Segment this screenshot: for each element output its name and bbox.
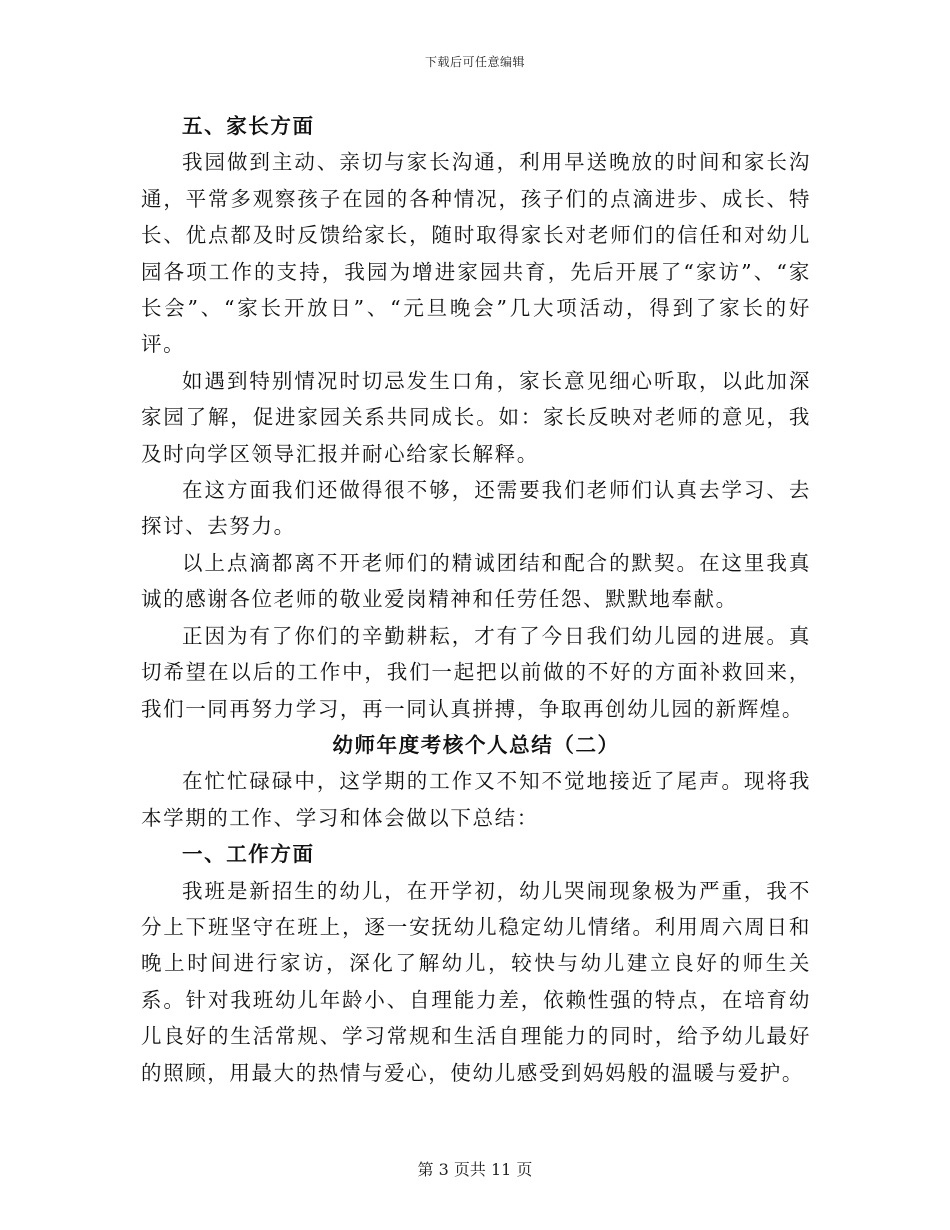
paragraph: 如遇到特别情况时切忌发生口角，家长意见细心听取，以此加深家园了解，促进家园关系共同成长。如：家长反映对老师的意见，我及时向学区领导汇报并耐心给家长解释。	[141, 368, 811, 466]
paragraph: 我班是新招生的幼儿，在开学初，幼儿哭闹现象极为严重，我不分上下班坚守在班上，逐一安抚幼儿稳定幼儿情绪。利用周六周日和晚上时间进行家访，深化了解幼儿，较快与幼儿建立良好的师生关系。针对我班幼儿年龄小、自理能力差，依赖性强的特点，在培育幼儿良好的生活常规、学习常规和生活自理能力的同时，给予幼儿最好的照顾，用最大的热情与爱心，使幼儿感受到妈妈般的温暖与爱护。	[141, 878, 811, 1085]
page-number: 第 3 页共 11 页	[417, 1160, 533, 1179]
article-title: 幼师年度考核个人总结（二）	[332, 732, 620, 757]
paragraph: 在这方面我们还做得很不够，还需要我们老师们认真去学习、去探讨、去努力。	[141, 478, 811, 539]
intro-paragraph: 在忙忙碌碌中，这学期的工作又不知不觉地接近了尾声。现将我本学期的工作、学习和体会做以下总结：	[141, 769, 811, 830]
section-heading: 一、工作方面	[182, 842, 315, 867]
section-heading: 五、家长方面	[182, 114, 315, 138]
paragraph: 我园做到主动、亲切与家长沟通，利用早送晚放的时间和家长沟通，平常多观察孩子在园的各种情况，孩子们的点滴进步、成长、特长、优点都及时反馈给家长，随时取得家长对老师们的信任和对幼儿园各项工作的支持，我园为增进家园共育，先后开展了“家访”、“家长会”、“家长开放日”、“元旦晚会”几大项活动，得到了家长的好评。	[141, 150, 811, 357]
paragraph: 正因为有了你们的辛勤耕耘，才有了今日我们幼儿园的进展。真切希望在以后的工作中，我们一起把以前做的不好的方面补救回来，我们一同再努力学习，再一同认真拼搏，争取再创幼儿园的新辉煌。	[141, 623, 811, 721]
paragraph: 以上点滴都离不开老师们的精诚团结和配合的默契。在这里我真诚的感谢各位老师的敬业爱岗精神和任劳任怨、默默地奉献。	[141, 550, 811, 612]
document-body	[141, 108, 811, 1091]
page-header-note: 下载后可任意编辑	[424, 55, 525, 69]
